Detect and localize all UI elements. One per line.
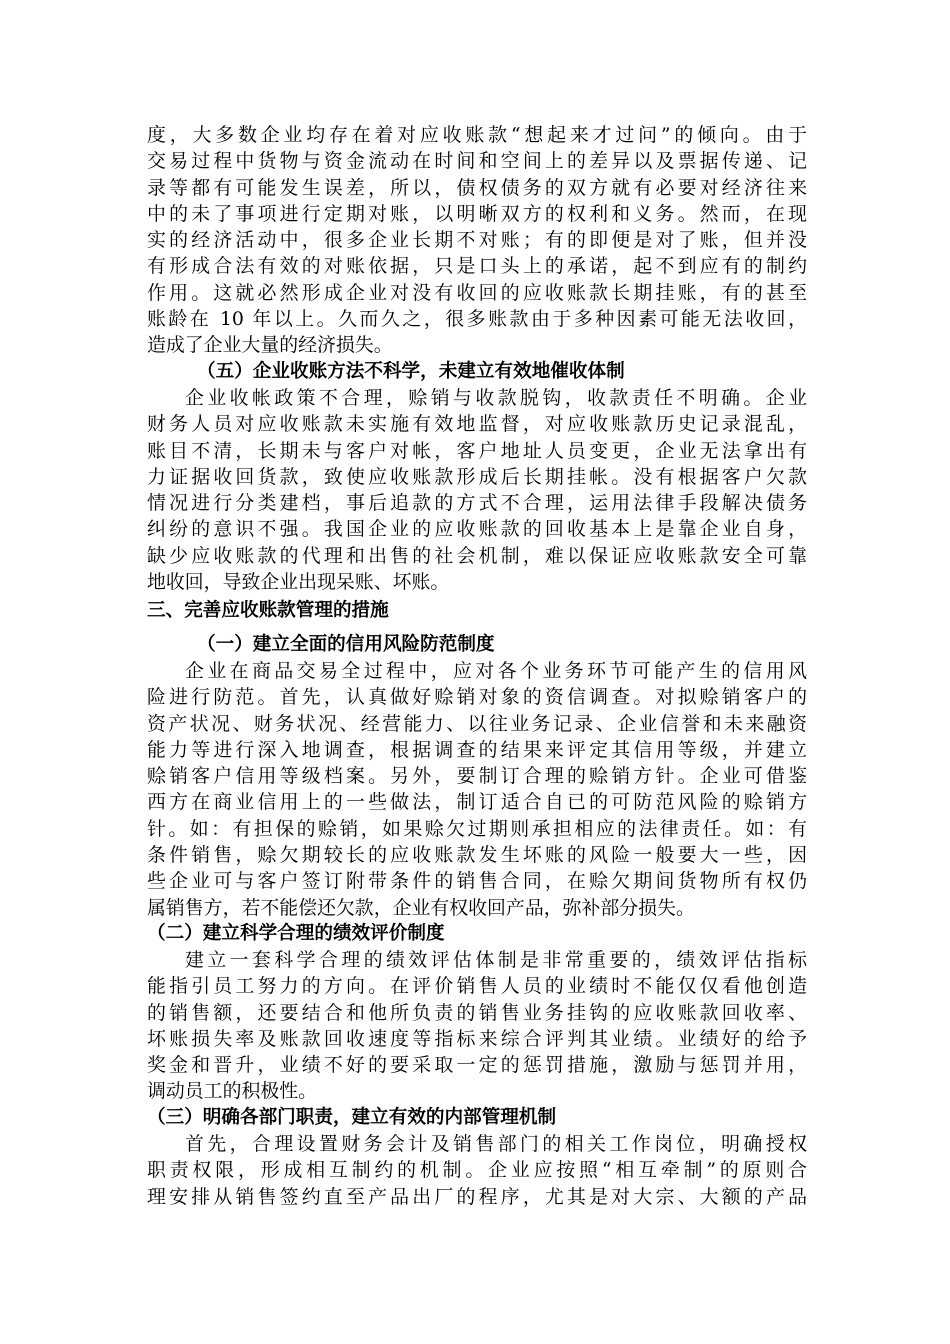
text-line: 属销售方，若不能偿还欠款，企业有权收回产品，弥补部分损失。 — [147, 896, 695, 919]
section-heading: （五）企业收账方法不科学，未建立有效地催收体制 — [197, 361, 625, 382]
text-line: 财务人员对应收账款未实施有效地监督，对应收账款历史记录混乱， — [147, 413, 807, 436]
text-line: 度，大多数企业均存在着对应收账款“想起来才过问”的倾向。由于 — [147, 124, 807, 146]
text-line: 有形成合法有效的对账依据，只是口头上的承诺，起不到应有的制约 — [147, 255, 807, 278]
text-line: 能指引员工努力的方向。在评价销售人员的业绩时不能仅仅看他创造 — [147, 975, 807, 998]
text-line: 纠纷的意识不强。我国企业的应收账款的回收基本上是靠企业自身， — [147, 518, 807, 541]
text-line: 企业在商品交易全过程中，应对各个业务环节可能产生的信用风 — [185, 660, 807, 682]
text-line: 调动员工的积极性。 — [147, 1080, 318, 1103]
text-line: 中的未了事项进行定期对账，以明晰双方的权利和义务。然而，在现 — [147, 202, 807, 225]
text-line: 针。如：有担保的赊销，如果赊欠过期则承担相应的法律责任。如：有 — [147, 817, 807, 840]
text-line: 缺少应收账款的代理和出售的社会机制，难以保证应收账款安全可靠 — [147, 544, 807, 567]
text-line: 条件销售，赊欠期较长的应收账款发生坏账的风险一般要大一些，因 — [147, 844, 807, 867]
part-heading: 三、完善应收账款管理的措施 — [147, 600, 389, 621]
text-line: 力证据收回货款，致使应收账款形成后长期挂帐。没有根据客户欠款 — [147, 465, 807, 488]
text-line: 首先，合理设置财务会计及销售部门的相关工作岗位，明确授权 — [185, 1133, 807, 1155]
paragraph-subsection-3 — [147, 1131, 807, 1210]
text-line: 的销售额，还要结合和他所负责的销售业务挂钩的应收账款回收率、 — [147, 1001, 807, 1024]
paragraph-intro — [147, 122, 807, 359]
text-line: 情况进行分类建档，事后追款的方式不合理，运用法律手段解决债务 — [147, 492, 807, 515]
heading-part-3 — [147, 598, 807, 624]
text-line: 企业收帐政策不合理，赊销与收款脱钩，收款责任不明确。企业 — [185, 387, 807, 409]
text-line: 些企业可与客户签订附带条件的销售合同，在赊欠期间货物所有权仍 — [147, 870, 807, 893]
subsection-heading: （二）建立科学合理的绩效评价制度 — [147, 923, 445, 944]
paragraph-section-5 — [147, 385, 807, 595]
text-line: 职责权限，形成相互制约的机制。企业应按照“相互牵制”的原则合 — [147, 1159, 807, 1182]
heading-subsection-3 — [147, 1105, 807, 1131]
text-line: 奖金和晋升，业绩不好的要采取一定的惩罚措施，激励与惩罚并用， — [147, 1054, 807, 1077]
text-line: 险进行防范。首先，认真做好赊销对象的资信调查。对拟赊销客户的 — [147, 686, 807, 709]
text-line: 地收回，导致企业出现呆账、坏账。 — [147, 571, 450, 594]
text-line: 账龄在 10 年以上。久而久之，很多账款由于多种因素可能无法收回， — [147, 308, 807, 331]
text-line: 理安排从销售签约直至产品出厂的程序，尤其是对大宗、大额的产品 — [147, 1185, 807, 1208]
text-line: 作用。这就必然形成企业对没有收回的应收账款长期挂账，有的甚至 — [147, 281, 807, 304]
text-line: 资产状况、财务状况、经营能力、以往业务记录、企业信誉和未来融资 — [147, 712, 807, 735]
paragraph-subsection-2 — [147, 947, 807, 1105]
text-line: 西方在商业信用上的一些做法，制订适合自已的可防范风险的赊销方 — [147, 791, 807, 814]
text-line: 实的经济活动中，很多企业长期不对账；有的即便是对了账，但并没 — [147, 229, 807, 252]
text-line: 造成了企业大量的经济损失。 — [147, 334, 393, 357]
heading-section-5 — [147, 359, 807, 385]
text-line: 账目不清，长期未与客户对帐，客户地址人员变更，企业无法拿出有 — [147, 439, 807, 462]
paragraph-subsection-1 — [147, 658, 807, 921]
heading-subsection-2 — [147, 921, 807, 947]
text-line: 录等都有可能发生误差，所以，债权债务的双方就有必要对经济往来 — [147, 176, 807, 199]
text-line: 赊销客户信用等级档案。另外，要制订合理的赊销方针。企业可借鉴 — [147, 765, 807, 788]
text-line: 坏账损失率及账款回收速度等指标来综合评判其业绩。业绩好的给予 — [147, 1027, 807, 1050]
subsection-heading: （一）建立全面的信用风险防范制度 — [197, 634, 495, 655]
text-line: 交易过程中货物与资金流动在时间和空间上的差异以及票据传递、记 — [147, 150, 807, 173]
text-line: 能力等进行深入地调查，根据调查的结果来评定其信用等级，并建立 — [147, 738, 807, 761]
heading-subsection-1 — [147, 632, 807, 658]
subsection-heading: （三）明确各部门职责，建立有效的内部管理机制 — [147, 1107, 557, 1128]
text-line: 建立一套科学合理的绩效评估体制是非常重要的，绩效评估指标 — [185, 949, 807, 971]
